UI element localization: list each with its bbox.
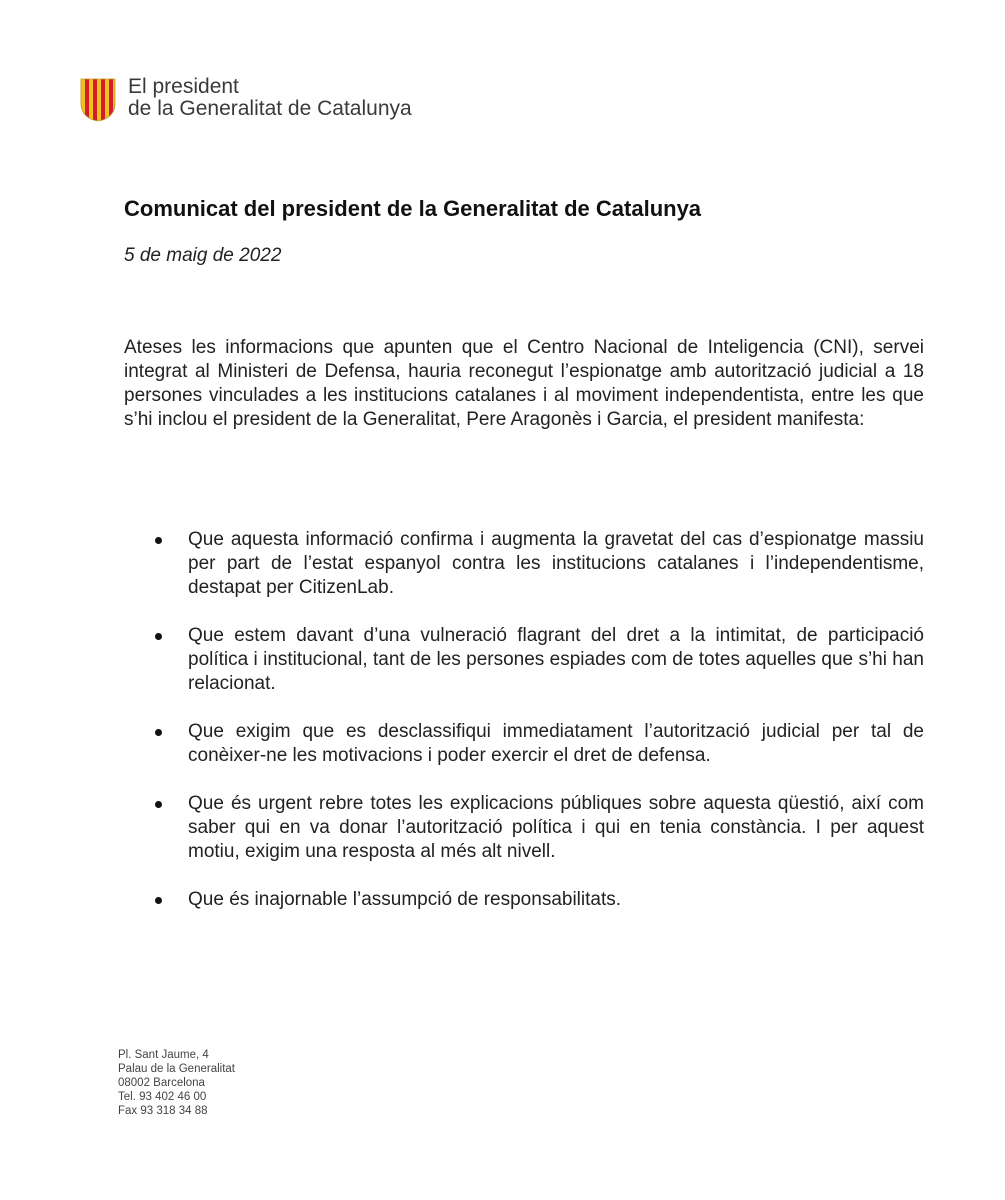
list-item xyxy=(124,792,924,864)
footer-fax-line: Fax 93 318 34 88 xyxy=(118,1105,208,1117)
bullet-icon xyxy=(155,633,162,640)
letterhead-line-1: El president xyxy=(128,75,239,98)
list-item-text: Que és inajornable l’assumpció de responsabilitats. xyxy=(188,889,622,910)
letterhead xyxy=(80,76,412,122)
footer-phone-line: Tel. 93 402 46 00 xyxy=(118,1091,207,1103)
list-item xyxy=(124,720,924,768)
address-footer xyxy=(118,1048,235,1118)
list-item-text: Que estem davant d’una vulneració flagrant del dret a la intimitat, de participació política i institucional, tant de les persones espiades com de totes aquelles que s’hi han relacionat. xyxy=(188,625,924,694)
bullet-icon xyxy=(155,537,162,544)
list-item-text: Que és urgent rebre totes les explicacions públiques sobre aquesta qüestió, així com saber qui en va donar l’autorització política i qui en tenia constància. I per aquest motiu, exigim una resposta al més alt nivell. xyxy=(188,793,924,862)
intro-paragraph: Ateses les informacions que apunten que el Centro Nacional de Inteligencia (CNI), servei integrat al Ministeri de Defensa, hauria reconegut l’espionatge amb autorització judicial a 18 persones vinculades a les institucions catalanes i al moviment independentista, entre les que s’hi inclou el president de la Generalitat, Pere Aragonès i Garcia, el president manifesta: xyxy=(124,337,924,430)
list-item-text: Que aquesta informació confirma i augmenta la gravetat del cas d’espionatge massiu per part de l’estat espanyol contra les institucions catalanes i l’independentisme, destapat per CitizenLab. xyxy=(188,529,924,598)
bullet-icon xyxy=(155,897,162,904)
bullet-icon xyxy=(155,729,162,736)
letterhead-text xyxy=(128,76,412,120)
footer-address-line: Pl. Sant Jaume, 4 xyxy=(118,1049,209,1061)
list-item xyxy=(124,528,924,600)
bullet-list xyxy=(124,528,924,936)
document-title: Comunicat del president de la Generalitat de Catalunya xyxy=(124,196,702,221)
list-item xyxy=(124,624,924,696)
list-item xyxy=(124,888,924,912)
footer-city-line: 08002 Barcelona xyxy=(118,1077,205,1089)
footer-building-line: Palau de la Generalitat xyxy=(118,1063,235,1075)
document-date: 5 de maig de 2022 xyxy=(124,245,282,266)
catalan-senyera-shield-icon xyxy=(80,78,116,122)
letterhead-line-2: de la Generalitat de Catalunya xyxy=(128,97,412,120)
list-item-text: Que exigim que es desclassifiqui immediatament l’autorització judicial per tal de conèixer-ne les motivacions i poder exercir el dret de defensa. xyxy=(188,721,924,766)
bullet-icon xyxy=(155,801,162,808)
